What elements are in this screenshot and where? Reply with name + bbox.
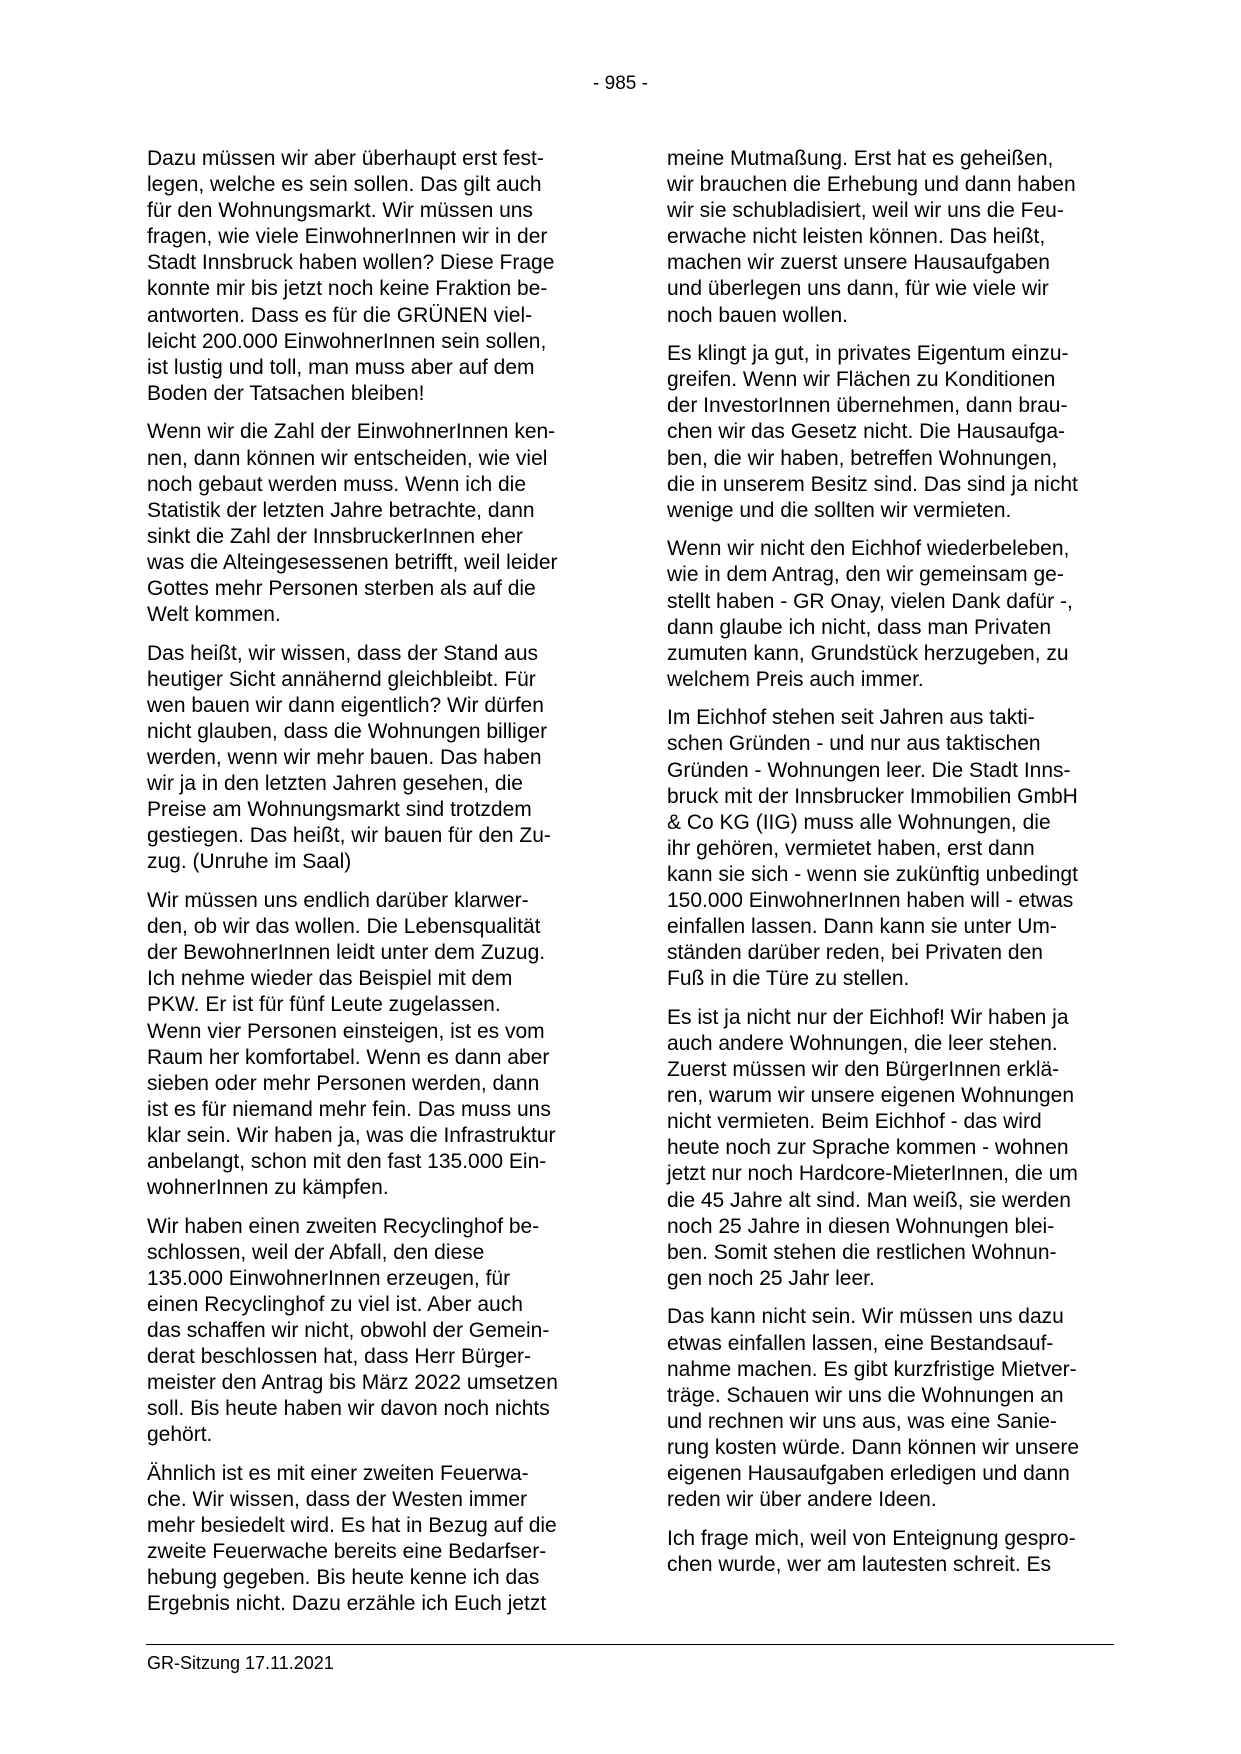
- text-line: 135.000 EinwohnerInnen erzeugen, für: [147, 1266, 511, 1290]
- text-line: kann sie sich - wenn sie zukünftig unbedingt: [667, 862, 1078, 886]
- text-line: schen Gründen - und nur aus taktischen: [667, 732, 1041, 756]
- text-line: träge. Schauen wir uns die Wohnungen an: [667, 1383, 1064, 1407]
- text-line: der InvestorInnen übernehmen, dann brau-: [667, 394, 1068, 418]
- paragraph: [147, 419, 593, 628]
- text-line: noch 25 Jahre in diesen Wohnungen blei-: [667, 1214, 1055, 1238]
- text-line: meister den Antrag bis März 2022 umsetzen: [147, 1371, 558, 1395]
- text-line: einen Recyclinghof zu viel ist. Aber auch: [147, 1292, 523, 1316]
- text-line: wir ja in den letzten Jahren gesehen, die: [147, 772, 523, 796]
- text-line: Boden der Tatsachen bleiben!: [147, 381, 425, 405]
- text-line: zweite Feuerwache bereits eine Bedarfser-: [147, 1540, 547, 1564]
- text-line: nahme machen. Es gibt kurzfristige Mietver-: [667, 1357, 1077, 1381]
- paragraph: [147, 1214, 593, 1449]
- text-line: antworten. Dass es für die GRÜNEN viel-: [147, 303, 533, 327]
- footer-session-date: GR-Sitzung 17.11.2021: [147, 1653, 334, 1673]
- text-line: Raum her komfortabel. Wenn es dann aber: [147, 1045, 550, 1069]
- text-line: fragen, wie viele EinwohnerInnen wir in der: [147, 225, 548, 249]
- text-line: zumuten kann, Grundstück herzugeben, zu: [667, 641, 1069, 665]
- text-line: wohnerInnen zu kämpfen.: [147, 1176, 389, 1200]
- text-line: stellt haben - GR Onay, vielen Dank dafür -,: [667, 589, 1073, 613]
- text-line: wen bauen wir dann eigentlich? Wir dürfen: [147, 693, 544, 717]
- paragraph: [147, 146, 593, 407]
- paragraph: [667, 1526, 1113, 1578]
- text-line: und rechnen wir uns aus, was eine Sanie-: [667, 1409, 1057, 1433]
- text-line: 150.000 EinwohnerInnen haben will - etwas: [667, 889, 1074, 913]
- text-line: ben. Somit stehen die restlichen Wohnun-: [667, 1240, 1057, 1264]
- text-line: bruck mit der Innsbrucker Immobilien GmbH: [667, 784, 1078, 808]
- paragraph: [147, 1461, 593, 1618]
- text-line: den, ob wir das wollen. Die Lebensqualität: [147, 915, 541, 939]
- text-line: noch gebaut werden muss. Wenn ich die: [147, 472, 527, 496]
- text-line: was die Alteingesessenen betrifft, weil leider: [147, 550, 558, 574]
- paragraph: [147, 641, 593, 876]
- text-line: Statistik der letzten Jahre betrachte, dann: [147, 498, 535, 522]
- footer-divider: [146, 1644, 1114, 1645]
- text-line: Wenn vier Personen einsteigen, ist es vom: [147, 1019, 545, 1043]
- paragraph: [147, 888, 593, 1201]
- text-line: & Co KG (IIG) muss alle Wohnungen, die: [667, 810, 1051, 834]
- text-line: sinkt die Zahl der InnsbruckerInnen eher: [147, 524, 523, 548]
- text-line: mehr besiedelt wird. Es hat in Bezug auf die: [147, 1514, 557, 1538]
- paragraph: [667, 341, 1113, 524]
- text-line: ständen darüber reden, bei Privaten den: [667, 941, 1043, 965]
- text-line: Ergebnis nicht. Dazu erzähle ich Euch jetzt: [147, 1592, 547, 1616]
- paragraph: [667, 536, 1113, 693]
- text-line: wir brauchen die Erhebung und dann haben: [667, 173, 1076, 197]
- text-line: schlossen, weil der Abfall, den diese: [147, 1240, 485, 1264]
- text-line: rung kosten würde. Dann können wir unsere: [667, 1435, 1080, 1459]
- text-line: nicht vermieten. Beim Eichhof - das wird: [667, 1110, 1042, 1134]
- text-line: der BewohnerInnen leidt unter dem Zuzug.: [147, 941, 546, 965]
- text-line: Welt kommen.: [147, 603, 281, 627]
- text-line: eigenen Hausaufgaben erledigen und dann: [667, 1462, 1070, 1485]
- text-column-right: [667, 146, 1113, 1590]
- text-line: welchem Preis auch immer.: [667, 667, 924, 691]
- text-line: die in unserem Besitz sind. Das sind ja nicht: [667, 472, 1078, 496]
- text-line: Ich frage mich, weil von Enteignung gespro-: [667, 1526, 1076, 1550]
- text-line: chen wir das Gesetz nicht. Die Hausaufga-: [667, 420, 1066, 444]
- text-line: Gottes mehr Personen sterben als auf die: [147, 577, 536, 600]
- text-column-left: [147, 146, 593, 1630]
- text-line: für den Wohnungsmarkt. Wir müssen uns: [147, 199, 533, 223]
- text-line: Dazu müssen wir aber überhaupt erst fest-: [147, 147, 544, 170]
- text-line: auch andere Wohnungen, die leer stehen.: [667, 1032, 1058, 1055]
- text-line: greifen. Wenn wir Flächen zu Konditionen: [667, 368, 1056, 392]
- text-line: legen, welche es sein sollen. Das gilt auch: [147, 173, 542, 197]
- text-line: Fuß in die Türe zu stellen.: [667, 967, 910, 991]
- text-line: ben, die wir haben, betreffen Wohnungen,: [667, 446, 1058, 470]
- text-line: Es klingt ja gut, in privates Eigentum einzu-: [667, 342, 1069, 366]
- text-line: Wir haben einen zweiten Recyclinghof be-: [147, 1214, 540, 1238]
- text-line: zug. (Unruhe im Saal): [147, 850, 352, 874]
- text-line: derat beschlossen hat, dass Herr Bürger-: [147, 1345, 532, 1369]
- text-line: Das kann nicht sein. Wir müssen uns dazu: [667, 1305, 1064, 1329]
- text-line: konnte mir bis jetzt noch keine Fraktion be-: [147, 277, 548, 301]
- text-line: hebung gegeben. Bis heute kenne ich das: [147, 1566, 540, 1590]
- text-line: wir sie schubladisiert, weil wir uns die Feu-: [667, 199, 1064, 223]
- text-line: noch bauen wollen.: [667, 303, 848, 327]
- text-line: Wenn wir nicht den Eichhof wiederbeleben,: [667, 537, 1070, 561]
- text-line: die 45 Jahre alt sind. Man weiß, sie werden: [667, 1188, 1071, 1212]
- text-line: Ich nehme wieder das Beispiel mit dem: [147, 967, 513, 991]
- text-line: nicht glauben, dass die Wohnungen billiger: [147, 719, 548, 743]
- text-line: erwache nicht leisten können. Das heißt,: [667, 225, 1046, 249]
- text-line: wenige und die sollten wir vermieten.: [667, 498, 1012, 522]
- paragraph: [667, 705, 1113, 992]
- text-line: Ähnlich ist es mit einer zweiten Feuerwa-: [147, 1462, 529, 1485]
- text-line: ist lustig und toll, man muss aber auf dem: [147, 355, 535, 379]
- text-line: etwas einfallen lassen, eine Bestandsauf-: [667, 1331, 1054, 1355]
- paragraph: [667, 1304, 1113, 1513]
- text-line: nen, dann können wir entscheiden, wie viel: [147, 446, 548, 470]
- text-line: ist es für niemand mehr fein. Das muss uns: [147, 1097, 551, 1121]
- text-line: Wir müssen uns endlich darüber klarwer-: [147, 889, 529, 913]
- text-line: Stadt Innsbruck haben wollen? Diese Frage: [147, 251, 555, 275]
- text-line: Das heißt, wir wissen, dass der Stand aus: [147, 641, 539, 665]
- text-line: dann glaube ich nicht, dass man Privaten: [667, 615, 1052, 639]
- text-line: ren, warum wir unsere eigenen Wohnungen: [667, 1084, 1075, 1108]
- text-line: einfallen lassen. Dann kann sie unter Um-: [667, 915, 1057, 939]
- text-line: gen noch 25 Jahr leer.: [667, 1266, 875, 1290]
- text-line: anbelangt, schon mit den fast 135.000 Ein-: [147, 1149, 547, 1173]
- text-line: sieben oder mehr Personen werden, dann: [147, 1071, 540, 1095]
- page-number: - 985 -: [593, 73, 648, 94]
- text-line: Wenn wir die Zahl der EinwohnerInnen ken-: [147, 420, 556, 444]
- text-line: Im Eichhof stehen seit Jahren aus takti-: [667, 706, 1035, 730]
- text-line: machen wir zuerst unsere Hausaufgaben: [667, 251, 1050, 275]
- text-line: jetzt nur noch Hardcore-MieterInnen, die um: [667, 1162, 1078, 1186]
- text-line: che. Wir wissen, dass der Westen immer: [147, 1488, 528, 1512]
- paragraph: [667, 1005, 1113, 1292]
- text-line: Zuerst müssen wir den BürgerInnen erklä-: [667, 1058, 1060, 1082]
- text-line: gestiegen. Das heißt, wir bauen für den Zu-: [147, 824, 551, 848]
- text-line: Gründen - Wohnungen leer. Die Stadt Inns-: [667, 758, 1071, 782]
- text-line: ihr gehören, vermietet haben, erst dann: [667, 836, 1035, 860]
- text-line: werden, wenn wir mehr bauen. Das haben: [147, 746, 542, 770]
- paragraph: [667, 146, 1113, 329]
- text-line: reden wir über andere Ideen.: [667, 1488, 937, 1512]
- text-line: chen wurde, wer am lautesten schreit. Es: [667, 1552, 1052, 1576]
- text-line: Preise am Wohnungsmarkt sind trotzdem: [147, 798, 532, 822]
- text-line: meine Mutmaßung. Erst hat es geheißen,: [667, 147, 1054, 170]
- text-line: PKW. Er ist für fünf Leute zugelassen.: [147, 993, 501, 1017]
- text-line: klar sein. Wir haben ja, was die Infrastruktur: [147, 1123, 556, 1147]
- text-line: heute noch zur Sprache kommen - wohnen: [667, 1136, 1069, 1160]
- text-line: heutiger Sicht annähernd gleichbleibt. Für: [147, 667, 536, 691]
- text-line: soll. Bis heute haben wir davon noch nichts: [147, 1397, 550, 1421]
- text-line: das schaffen wir nicht, obwohl der Gemein-: [147, 1319, 550, 1343]
- text-line: wie in dem Antrag, den wir gemeinsam ge-: [667, 563, 1064, 587]
- text-line: Es ist ja nicht nur der Eichhof! Wir haben ja: [667, 1005, 1069, 1029]
- text-line: gehört.: [147, 1423, 213, 1447]
- text-line: und überlegen uns dann, für wie viele wir: [667, 277, 1049, 301]
- text-line: leicht 200.000 EinwohnerInnen sein sollen,: [147, 329, 547, 353]
